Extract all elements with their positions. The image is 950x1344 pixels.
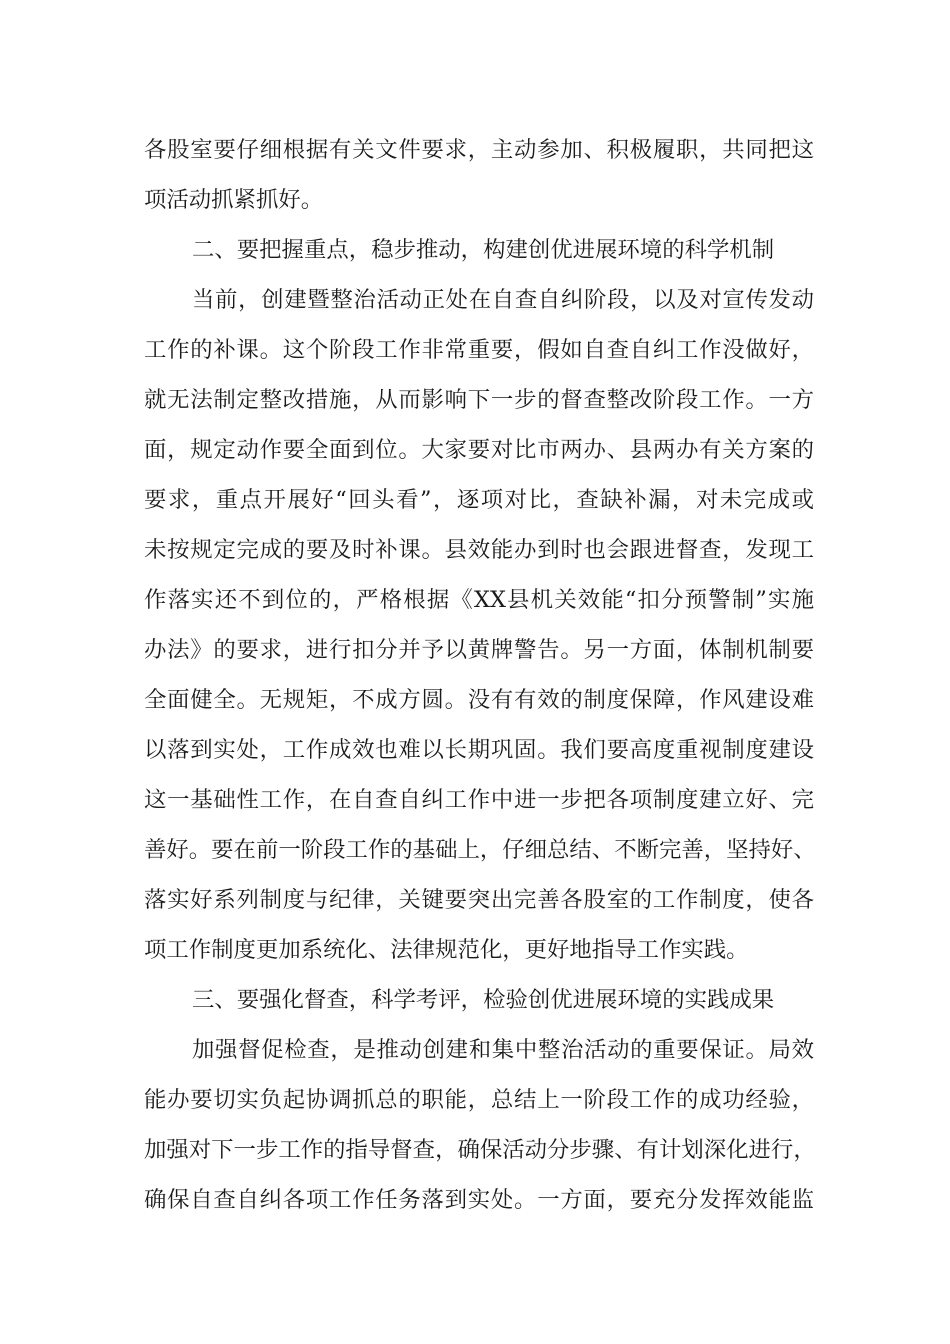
body-text-line: 就无法制定整改措施，从而影响下一步的督查整改阶段工作。一方 [144,387,814,413]
body-text-line: 办法》的要求，进行扣分并予以黄牌警告。另一方面，体制机制要 [144,637,814,663]
body-text-line: 面，规定动作要全面到位。大家要对比市两办、县两办有关方案的 [144,437,814,463]
body-text-line: 全面健全。无规矩，不成方圆。没有有效的制度保障，作风建设难 [144,687,814,713]
body-text-line: 工作的补课。这个阶段工作非常重要，假如自查自纠工作没做好， [144,337,814,363]
section-heading: 三、要强化督查，科学考评，检验创优进展环境的实践成果 [192,987,775,1013]
body-text-line: 当前，创建暨整治活动正处在自查自纠阶段，以及对宣传发动 [192,287,814,313]
body-text-line: 要求，重点开展好“回头看”，逐项对比，查缺补漏，对未完成或 [144,487,814,513]
body-text-line: 能办要切实负起协调抓总的职能，总结上一阶段工作的成功经验， [144,1087,814,1113]
body-text-line: 确保自查自纠各项工作任务落到实处。一方面，要充分发挥效能监 [144,1187,814,1213]
body-text-line: 这一基础性工作，在自查自纠工作中进一步把各项制度建立好、完 [144,787,814,813]
body-text-line: 项活动抓紧抓好。 [144,187,324,213]
body-text-line: 各股室要仔细根据有关文件要求，主动参加、积极履职，共同把这 [144,137,814,163]
body-text-line: 加强对下一步工作的指导督查，确保活动分步骤、有计划深化进行， [144,1137,816,1163]
body-text-line: 未按规定完成的要及时补课。县效能办到时也会跟进督查，发现工 [144,537,814,563]
section-heading: 二、要把握重点，稳步推动，构建创优进展环境的科学机制 [192,237,775,263]
body-text-line: 以落到实处，工作成效也难以长期巩固。我们要高度重视制度建设 [144,737,814,763]
body-text-line: 落实好系列制度与纪律，关键要突出完善各股室的工作制度，使各 [144,887,814,913]
body-text-line: 善好。要在前一阶段工作的基础上，仔细总结、不断完善，坚持好、 [144,837,816,863]
body-text-line: 作落实还不到位的，严格根据《XX县机关效能“扣分预警制”实施 [144,587,814,613]
body-text-line: 加强督促检查，是推动创建和集中整治活动的重要保证。局效 [192,1037,814,1063]
body-text-line: 项工作制度更加系统化、法律规范化，更好地指导工作实践。 [144,937,749,963]
